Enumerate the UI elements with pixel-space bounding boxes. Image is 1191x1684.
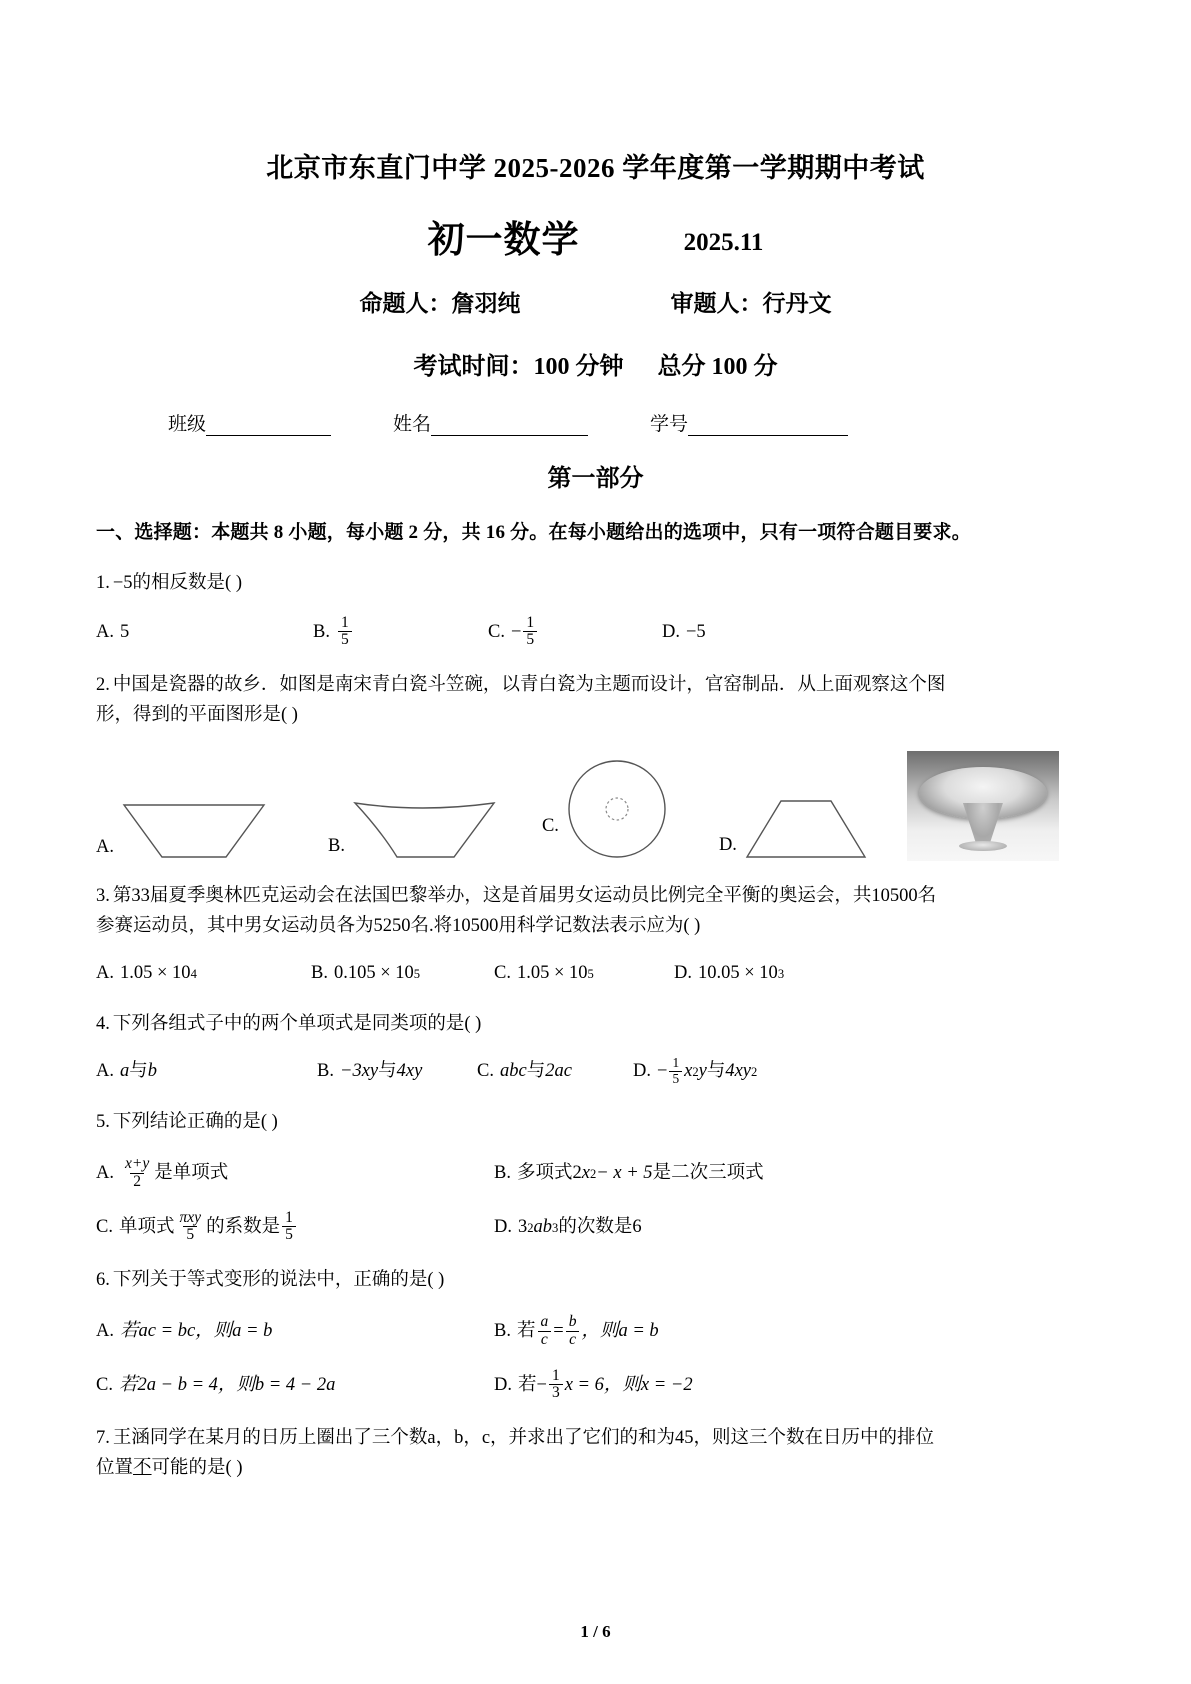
question-2-figures xyxy=(96,741,1099,861)
option-1d-value: −5 xyxy=(686,621,706,642)
option-6c[interactable] xyxy=(96,1371,494,1401)
fraction-numerator: 1 xyxy=(672,1055,680,1071)
option-4c-conj: 与 xyxy=(526,1060,546,1081)
conical-bowl-photo xyxy=(907,751,1059,861)
fraction-denominator: c xyxy=(538,1331,551,1349)
option-4a-term1: a xyxy=(120,1060,130,1081)
question-3-body1: 第33届夏季奥林匹克运动会在法国巴黎举办，这是首届男女运动员比例完全平衡的奥运会，共10500名 xyxy=(112,885,937,906)
option-1d[interactable] xyxy=(662,618,706,648)
option-4d-sign: − xyxy=(657,1060,668,1081)
reviewer-label: 审题人：行丹文 xyxy=(670,291,832,316)
option-6a-label: A. xyxy=(96,1321,114,1342)
option-6d-tail: x = 6，则x = −2 xyxy=(564,1374,693,1395)
fraction-one-fifth xyxy=(282,1210,296,1245)
option-5b-x: x xyxy=(581,1163,590,1184)
option-4a[interactable] xyxy=(96,1057,317,1087)
option-1c-sign: − xyxy=(510,621,522,642)
option-3b[interactable]: B. 0.105 × 10 5 xyxy=(311,959,494,989)
option-6c-text: 若2a − b = 4，则b = 4 − 2a xyxy=(118,1374,336,1395)
option-2d-label: D. xyxy=(718,834,737,855)
fraction-denominator: 5 xyxy=(669,1071,682,1086)
page-title: 北京市东直门中学 2025-2026 学年度第一学期期中考试 xyxy=(266,153,925,183)
curved-inverted-trapezoid-icon xyxy=(351,797,498,861)
option-2d[interactable] xyxy=(719,795,869,861)
option-4d-term2: 4xy xyxy=(725,1060,752,1081)
fraction-one-fifth xyxy=(338,615,352,650)
question-2-line2: 形，得到的平面图形是( ) xyxy=(96,705,298,725)
option-3b-value: 0.105 × 10 xyxy=(333,962,414,983)
option-6b[interactable] xyxy=(494,1315,659,1350)
question-5-options-row1 xyxy=(96,1157,1099,1192)
option-2c-label: C. xyxy=(541,815,559,836)
question-6-options-row2 xyxy=(96,1368,1099,1403)
option-6d-pre: 若− xyxy=(518,1374,547,1395)
page-footer: 1 / 6 xyxy=(580,1622,611,1641)
option-1a-value: 5 xyxy=(120,621,130,642)
option-5b[interactable]: B. 多项式2 x 2 − x + 5 是二次三项式 xyxy=(494,1159,764,1189)
field-class xyxy=(168,409,331,436)
option-4d[interactable]: D. − $\frac{1}{5}$ x 2 y 与 4xy 2 xyxy=(633,1055,758,1086)
option-4a-conj: 与 xyxy=(129,1060,148,1081)
option-4c-term1: abc xyxy=(499,1060,527,1081)
option-3c-value: 1.05 × 10 xyxy=(516,962,588,983)
question-7-body2-pre: 位置 xyxy=(96,1457,134,1478)
question-5-body: 下列结论正确的是( ) xyxy=(112,1111,278,1132)
option-3d[interactable]: D. 10.05 × 10 3 xyxy=(674,959,784,989)
exam-time: 考试时间：100 分钟 xyxy=(413,354,624,380)
fraction-numerator: πxy xyxy=(179,1208,202,1226)
option-3a-value: 1.05 × 10 xyxy=(120,962,191,983)
option-4b-label: B. xyxy=(317,1060,334,1081)
question-3-number: 3. xyxy=(96,885,110,906)
author-label: 命题人：詹羽纯 xyxy=(359,291,521,316)
option-5b-mid: − x + 5 xyxy=(596,1163,653,1184)
question-6 xyxy=(96,1266,1099,1403)
option-1a[interactable] xyxy=(96,618,313,648)
fraction-denominator: 5 xyxy=(183,1226,197,1244)
option-3c[interactable]: C. 1.05 × 10 5 xyxy=(494,959,674,989)
question-7-line1 xyxy=(96,1424,1099,1454)
option-1b[interactable] xyxy=(313,615,488,650)
question-6-text xyxy=(96,1266,1099,1296)
question-2-line1 xyxy=(96,671,1099,701)
option-4d-y: y xyxy=(698,1060,707,1081)
fraction-numerator: 1 xyxy=(526,613,535,631)
fraction-b-over-c xyxy=(566,1314,580,1349)
option-4b-term2: 4xy xyxy=(396,1060,423,1081)
question-4-number: 4. xyxy=(96,1013,110,1034)
option-2a[interactable] xyxy=(96,799,268,861)
option-5b-label: B. xyxy=(494,1163,511,1184)
question-7 xyxy=(96,1424,1099,1484)
question-1-text xyxy=(96,569,1099,599)
option-5d-tail: 的次数是6 xyxy=(558,1216,642,1237)
option-4b-conj: 与 xyxy=(378,1060,397,1081)
option-3a-label: A. xyxy=(96,962,114,983)
fraction-pi-xy-over-5 xyxy=(176,1210,204,1245)
option-5d-var: ab xyxy=(533,1216,553,1237)
option-4c[interactable] xyxy=(477,1057,633,1087)
option-4d-conj: 与 xyxy=(706,1060,726,1081)
option-1b-label: B. xyxy=(313,621,330,642)
option-6b-pre: 若 xyxy=(516,1321,536,1342)
inverted-trapezoid-icon xyxy=(120,799,268,861)
option-4d-label: D. xyxy=(633,1060,651,1081)
option-5b-tail: 是二次三项式 xyxy=(652,1163,764,1184)
question-6-options-row1 xyxy=(96,1315,1099,1350)
option-6d[interactable] xyxy=(494,1368,693,1403)
field-name-blank[interactable] xyxy=(431,418,588,436)
question-5-text xyxy=(96,1108,1099,1138)
question-6-number: 6. xyxy=(96,1269,110,1290)
question-1-number: 1. xyxy=(96,572,110,593)
option-2b[interactable] xyxy=(328,797,498,861)
field-id-blank[interactable] xyxy=(688,418,848,436)
option-1d-label: D. xyxy=(662,621,680,642)
fraction-denominator: 5 xyxy=(282,1226,296,1244)
option-1c[interactable] xyxy=(488,615,662,650)
option-1a-label: A. xyxy=(96,621,114,642)
question-7-body1: 王涵同学在某月的日历上圈出了三个数a，b，c，并求出了它们的和为45，则这三个数在日历中的排位 xyxy=(112,1428,935,1448)
option-6d-label: D. xyxy=(494,1374,512,1395)
upright-trapezoid-icon xyxy=(743,795,869,861)
option-5d-pre: 3 xyxy=(518,1216,528,1237)
option-4b[interactable] xyxy=(317,1057,477,1087)
option-3b-label: B. xyxy=(311,962,328,983)
bowl-body xyxy=(963,803,1003,845)
option-6c-label: C. xyxy=(96,1374,113,1395)
option-5c-label: C. xyxy=(96,1216,113,1237)
fraction-numerator: b xyxy=(568,1313,577,1331)
part-title: 第一部分 xyxy=(547,466,644,492)
exam-date: 2025.11 xyxy=(683,229,764,256)
option-6b-label: B. xyxy=(494,1321,511,1342)
fraction-numerator: 1 xyxy=(340,613,349,631)
question-1-options xyxy=(96,615,1099,650)
option-6a[interactable] xyxy=(96,1317,494,1347)
people-row xyxy=(0,285,1191,318)
option-6a-text: 若ac = bc，则a = b xyxy=(120,1321,273,1342)
option-2b-label: B. xyxy=(328,835,345,856)
exam-total: 总分 100 分 xyxy=(657,354,778,380)
field-id xyxy=(650,409,848,436)
time-row xyxy=(0,346,1191,381)
question-5-number: 5. xyxy=(96,1111,110,1132)
fraction-denominator: 3 xyxy=(549,1384,563,1402)
fraction-neg-one-fifth xyxy=(523,615,537,650)
option-4a-label: A. xyxy=(96,1060,114,1081)
circle-with-dotted-center-icon xyxy=(565,757,669,861)
question-3-line1 xyxy=(96,882,1099,912)
question-1-body: −5的相反数是( ) xyxy=(112,572,243,593)
question-7-line2 xyxy=(96,1454,1099,1484)
option-4a-term2: b xyxy=(147,1060,158,1081)
option-5a[interactable] xyxy=(96,1157,494,1192)
fraction-numerator: 1 xyxy=(285,1208,293,1226)
question-7-emphasis: 不 xyxy=(133,1457,152,1478)
fraction-denominator: 5 xyxy=(338,631,352,649)
question-1 xyxy=(96,569,1099,651)
question-4 xyxy=(96,1010,1099,1087)
fraction-denominator: 2 xyxy=(130,1173,144,1191)
fraction-numerator: x+y xyxy=(125,1155,150,1173)
option-5c-mid: 的系数是 xyxy=(206,1216,281,1237)
question-7-number: 7. xyxy=(96,1428,110,1448)
option-5a-tail: 是单项式 xyxy=(154,1163,229,1184)
option-4d-x: x xyxy=(684,1060,693,1081)
option-6b-equals: = xyxy=(553,1321,564,1342)
fraction-a-over-c xyxy=(537,1314,551,1349)
fraction-one-third xyxy=(549,1368,563,1403)
section-instruction: 一、选择题：本题共 8 小题，每小题 2 分，共 16 分。在每小题给出的选项中，只有一项符合题目要求。 xyxy=(96,522,971,543)
fraction-numerator: a xyxy=(540,1313,549,1331)
question-3-line2: 参赛运动员，其中男女运动员各为5250名.将10500用科学记数法表示应为( ) xyxy=(96,915,701,936)
field-class-label: 班级 xyxy=(168,414,207,435)
fraction-x-plus-y-over-2 xyxy=(122,1156,152,1191)
question-6-body: 下列关于等式变形的说法中，正确的是( ) xyxy=(112,1269,445,1290)
option-4b-term1: −3xy xyxy=(339,1060,379,1081)
fraction-numerator: 1 xyxy=(551,1366,560,1384)
fraction-denominator: c xyxy=(566,1331,579,1349)
question-2-number: 2. xyxy=(96,675,110,696)
question-5 xyxy=(96,1108,1099,1245)
student-info-row xyxy=(0,409,1191,436)
question-3 xyxy=(96,882,1099,989)
option-5b-pre: 多项式2 xyxy=(516,1163,582,1184)
question-2-body1: 中国是瓷器的故乡．如图是南宋青白瓷斗笠碗，以青白瓷为主题而设计，官窑制品．从上面观察这个图 xyxy=(112,675,946,696)
question-2 xyxy=(96,671,1099,861)
subject-title: 初一数学 xyxy=(427,220,580,261)
question-3-options xyxy=(96,959,1099,989)
exam-content xyxy=(0,519,1191,1484)
field-class-blank[interactable] xyxy=(206,418,331,436)
field-id-label: 学号 xyxy=(650,414,689,435)
question-7-body2-post: 可能的是( ) xyxy=(151,1457,243,1478)
option-3c-label: C. xyxy=(494,962,511,983)
subject-row xyxy=(0,209,1191,263)
option-5d[interactable]: D. 3 2 ab 3 的次数是6 xyxy=(494,1213,642,1243)
field-name-label: 姓名 xyxy=(393,414,432,435)
fraction-one-fifth xyxy=(669,1056,682,1086)
question-4-options xyxy=(96,1057,1099,1087)
option-3a[interactable]: A. 1.05 × 10 4 xyxy=(96,959,311,989)
option-4c-term2: 2ac xyxy=(545,1060,572,1081)
fraction-denominator: 5 xyxy=(523,631,537,649)
option-5c-pre: 单项式 xyxy=(118,1216,175,1237)
option-1c-label: C. xyxy=(488,621,505,642)
option-5c[interactable] xyxy=(96,1210,494,1245)
option-4c-label: C. xyxy=(477,1060,494,1081)
option-3d-label: D. xyxy=(674,962,692,983)
bowl-foot xyxy=(959,841,1007,851)
field-name xyxy=(393,409,588,436)
option-3d-value: 10.05 × 10 xyxy=(698,962,778,983)
question-4-body: 下列各组式子中的两个单项式是同类项的是( ) xyxy=(112,1013,482,1034)
option-6b-tail: ，则a = b xyxy=(581,1321,659,1342)
question-4-text xyxy=(96,1010,1099,1040)
question-5-options-row2 xyxy=(96,1210,1099,1245)
option-2c[interactable] xyxy=(542,757,669,861)
option-2a-label: A. xyxy=(96,836,114,857)
option-5d-label: D. xyxy=(494,1216,512,1237)
option-5a-label: A. xyxy=(96,1163,114,1184)
